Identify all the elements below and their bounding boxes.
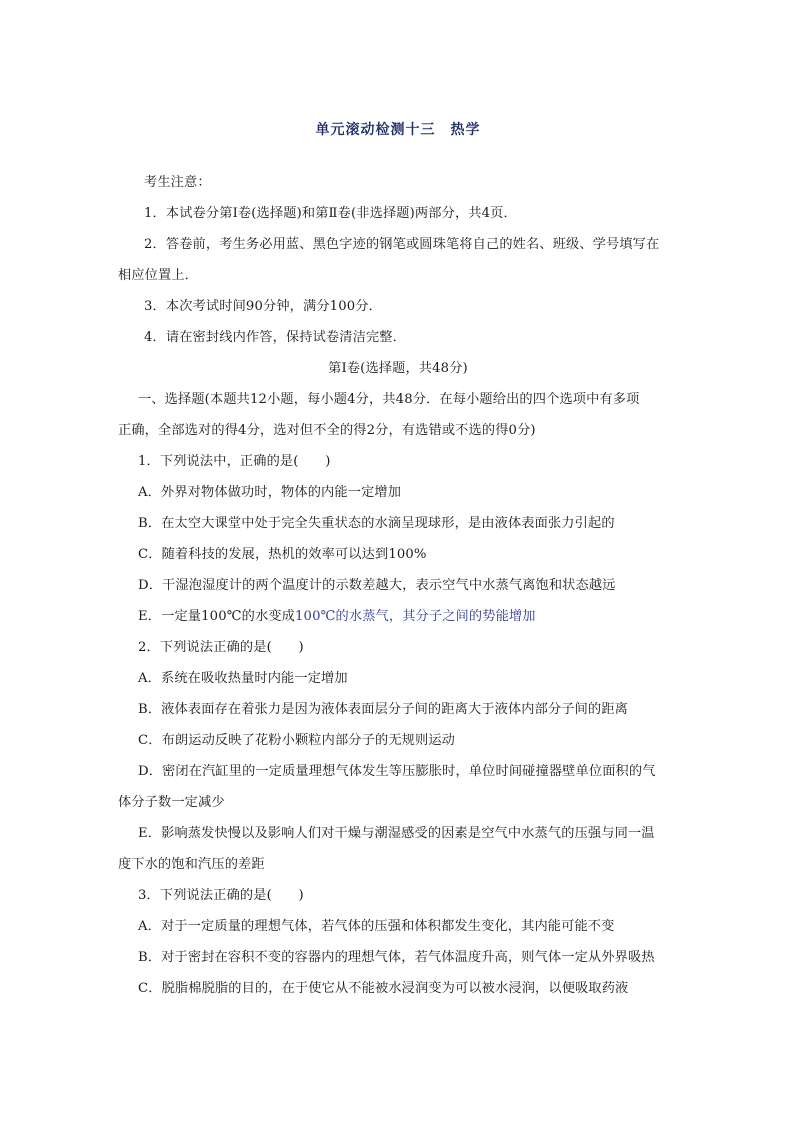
question-2-option-e-cont: 度下水的饱和汽压的差距	[118, 857, 265, 872]
question-3-option-c: C．脱脂棉脱脂的目的，在于使它从不能被水浸润变为可以被水浸润，以便吸取药液	[138, 981, 629, 996]
question-2-option-d: D．密闭在汽缸里的一定质量理想气体发生等压膨胀时，单位时间碰撞器壁单位面积的气	[138, 764, 656, 779]
notice-item-2-cont: 相应位置上．	[118, 268, 199, 283]
exam-page	[118, 115, 678, 1004]
notice-item-1: 1．本试卷分第Ⅰ卷(选择题)和第Ⅱ卷(非选择题)两部分，共4页．	[144, 206, 517, 221]
page-title: 单元滚动检测十三 热学	[315, 122, 481, 138]
notice-heading: 考生注意：	[144, 175, 211, 190]
notice-item-3: 3．本次考试时间90分钟，满分100分．	[144, 299, 382, 314]
question-1-option-b: B．在太空大课堂中处于完全失重状态的水滴呈现球形，是由液体表面张力引起的	[138, 516, 615, 531]
question-1-option-e-part1: E．一定量100℃的水变成	[138, 609, 295, 624]
question-1-option-d: D．干湿泡湿度计的两个温度计的示数差越大，表示空气中水蒸气离饱和状态越远	[138, 578, 616, 593]
question-3-option-a: A．对于一定质量的理想气体，若气体的压强和体积都发生变化，其内能可能不变	[138, 919, 615, 934]
question-2-option-b: B．液体表面存在着张力是因为液体表面层分子间的距离大于液体内部分子间的距离	[138, 702, 628, 717]
section-intro-line2: 正确，全部选对的得4分，选对但不全的得2分，有选错或不选的得0分)	[118, 423, 536, 438]
question-2-option-d-cont: 体分子数一定减少	[118, 795, 225, 810]
section-intro-line1: 一、选择题(本题共12小题，每小题4分，共48分．在每小题给出的四个选项中有多项	[138, 392, 640, 407]
question-1-option-e	[118, 601, 678, 632]
question-3-stem: 3．下列说法正确的是( )	[138, 888, 304, 903]
section-title: 第Ⅰ卷(选择题，共48分)	[328, 361, 468, 376]
question-1-option-e-part2: 100℃的水蒸气，其分子之间的势能增加	[295, 609, 536, 624]
question-2-option-c: C．布朗运动反映了花粉小颗粒内部分子的无规则运动	[138, 733, 456, 748]
question-1-stem: 1．下列说法中，正确的是( )	[138, 454, 331, 469]
question-3-option-b: B．对于密封在容积不变的容器内的理想气体，若气体温度升高，则气体一定从外界吸热	[138, 950, 655, 965]
question-1-option-c: C．随着科技的发展，热机的效率可以达到100%	[138, 547, 427, 562]
notice-item-2: 2．答卷前，考生务必用蓝、黑色字迹的钢笔或圆珠笔将自己的姓名、班级、学号填写在	[144, 237, 660, 252]
notice-item-4: 4．请在密封线内作答，保持试卷清洁完整．	[144, 330, 406, 345]
question-1-option-a: A．外界对物体做功时，物体的内能一定增加	[138, 485, 402, 500]
question-2-option-e: E．影响蒸发快慢以及影响人们对干燥与潮湿感受的因素是空气中水蒸气的压强与同一温	[138, 826, 655, 841]
question-2-stem: 2．下列说法正确的是( )	[138, 640, 304, 655]
question-2-option-a: A．系统在吸收热量时内能一定增加	[138, 671, 348, 686]
